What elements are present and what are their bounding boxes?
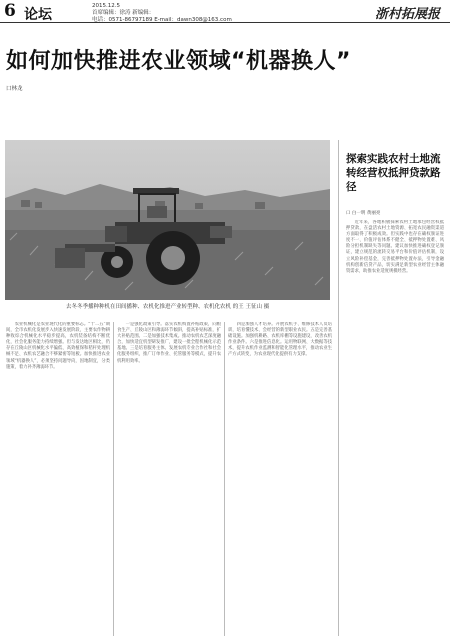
article-paragraph: 一是强化政策引导。落实农机购置补贴政策，向粮食生产、丘陵山区和薄弱环节倾斜，提高补贴标准，扩大补贴范围。二是加强技术集成。推动农机农艺深度融合，加快适宜机型研发推广，建设一批全程机械化示范基地。三是培育服务主体。发展农机专业合作社和社会化服务组织，推广订单作业、托管服务等模式，提升农机利用效率。 <box>117 322 221 364</box>
photo-caption: 去冬冬季播种种机在田间播种、农机化推进产业转型种、农机化农机 的王 王征山 摄 <box>66 304 270 310</box>
tractor-photo-image <box>5 140 330 300</box>
sidebar-byline: 口 白一明 黄丽亮 <box>346 211 381 216</box>
column-divider <box>113 322 114 636</box>
article-headline: 如何加快推进农业领域“机器换人” <box>6 49 351 74</box>
column-divider <box>224 322 225 636</box>
page-number: 6 <box>4 1 16 21</box>
masthead-logo: 浙村拓展报 <box>374 7 440 22</box>
article-paragraph: 四是加强人才培养。开展农机手、维修技术人员培训，培育懂技术、会经营的新型职业农民。五是完善基础设施。加强机耕路、农机库棚等设施建设，改善农机作业条件。六是推进信息化。运用物联网、大数据等技术，提升农机作业监测和智能化管理水平，推动农业生产方式转变，为农业现代化提供有力支撑。 <box>228 322 332 358</box>
article-column-3 <box>228 322 332 636</box>
sidebar-divider <box>338 140 339 636</box>
article-byline: 口林龙 <box>6 86 23 92</box>
sidebar-headline: 探索实践农村土地流转经营权抵押贷款路径 <box>346 153 441 193</box>
sidebar-body <box>346 220 444 636</box>
page-header <box>0 0 450 23</box>
header-editors: 首席编辑：徐涛 新编辑： <box>92 10 155 16</box>
article-column-2 <box>117 322 221 636</box>
header-info <box>92 3 292 24</box>
section-title: 论坛 <box>24 7 52 23</box>
header-date: 2015.12.5 <box>92 3 120 9</box>
header-contact: 电话：0571-86797189 E-mail：dawn308@163.com <box>92 17 232 23</box>
article-column-1 <box>6 322 110 636</box>
sidebar-paragraph: 近年来，各地积极探索农村土地承包经营权抵押贷款，在盘活农村土地资源、拓宽农民融资渠道方面取得了积极成效。但实践中也存在确权颁证进度不一、价值评估体系不健全、抵押物处置难、风险分担机制缺失等问题。建议加快推进确权登记颁证，建立规范的流转交易平台和价值评估机制，设立风险补偿基金，完善抵押物处置办法，引导金融机构创新信贷产品，切实满足新型农业经营主体融资需求，助推农业适度规模经营。 <box>346 220 444 274</box>
article-paragraph: 农业机械化是农业现代化的重要标志。“十二五”期间，全市农机化发展步入快速发展阶段，主要农作物耕种收综合机械化水平稳步提高，农机装备结构不断优化，社会化服务能力持续增强。但与发达地区相比，仍存在丘陵山区机械化水平偏低、高效植保和秸秆处理机械不足、农机农艺融合不够紧密等短板。加快推进农业领域“机器换人”，必须坚持问题导向，因地制宜，分类施策，着力补齐薄弱环节。 <box>6 322 110 370</box>
tractor-photo <box>5 140 330 300</box>
